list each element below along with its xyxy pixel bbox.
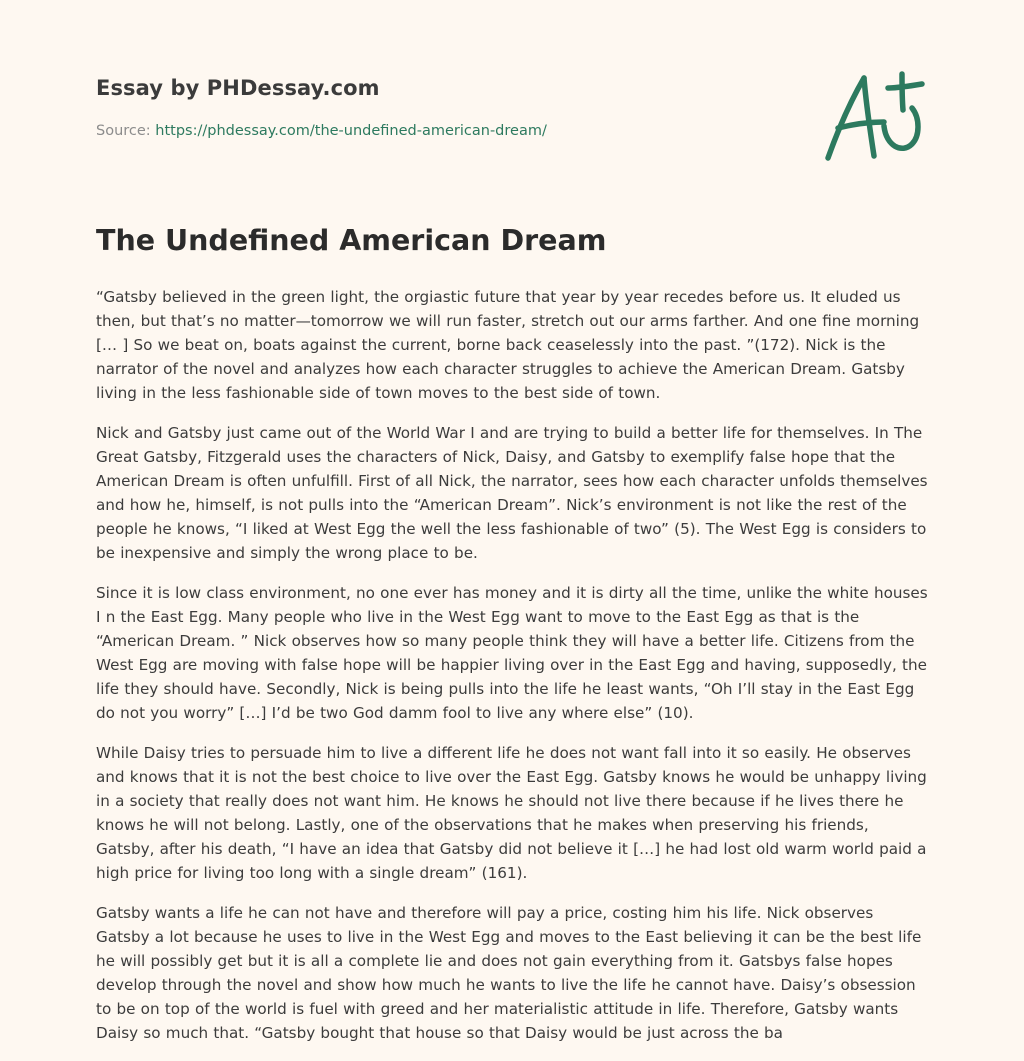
source-label: Source:	[96, 123, 156, 139]
essay-body	[96, 285, 932, 1061]
site-title: Essay by PHDessay.com	[96, 76, 380, 100]
essay-paragraph: Gatsby wants a life he can not have and therefore will pay a price, costing him his life. Nick observes Gatsby a lot because he uses to live in the West Egg and moves to the East believing it can be the best life he will possibly get but it is all a complete lie and does not gain everything from it. Gatsbys false hopes develop through the novel and show how much he wants to live the life he cannot have. Daisy’s obsession to be on top of the world is fuel with greed and her materialistic attitude in life. Therefore, Gatsby wants Daisy so much that. “Gatsby bought that house so that Daisy would be just across the ba	[96, 904, 922, 1042]
essay-title: The Undefined American Dream	[96, 224, 607, 257]
source-line	[96, 123, 547, 139]
essay-paragraph: While Daisy tries to persuade him to live a different life he does not want fall into it so easily. He observes and knows that it is not the best choice to live over the East Egg. Gatsby knows he would be unhappy living in a society that really does not want him. He knows he should not live there because if he lives there he knows he will not belong. Lastly, one of the observations that he makes when preserving his friends, Gatsby, after his death, “I have an idea that Gatsby did not believe it […] he had lost old warm world paid a high price for living too long with a single dream” (161).	[96, 744, 927, 882]
source-link[interactable]: https://phdessay.com/the-undefined-american-dream/	[155, 123, 547, 139]
a-plus-grade-icon	[824, 68, 928, 164]
essay-paragraph: “Gatsby believed in the green light, the orgiastic future that year by year recedes before us. It eluded us then, but that’s no matter—tomorrow we will run faster, stretch out our arms farther. And one fine morning [… ] So we beat on, boats against the current, borne back ceaselessly into the past. ”(172). Nick is the narrator of the novel and analyzes how each character struggles to achieve the American Dream. Gatsby living in the less fashionable side of town moves to the best side of town.	[96, 288, 920, 402]
essay-paragraph: Nick and Gatsby just came out of the World War I and are trying to build a better life for themselves. In The Great Gatsby, Fitzgerald uses the characters of Nick, Daisy, and Gatsby to exemplify false hope that the American Dream is often unfulfill. First of all Nick, the narrator, sees how each character unfolds themselves and how he, himself, is not pulls into the “American Dream”. Nick’s environment is not like the rest of the people he knows, “I liked at West Egg the well the less fashionable of two” (5). The West Egg is considers to be inexpensive and simply the wrong place to be.	[96, 424, 928, 562]
essay-paragraph: Since it is low class environment, no one ever has money and it is dirty all the time, unlike the white houses I n the East Egg. Many people who live in the West Egg want to move to the East Egg as that is the “American Dream. ” Nick observes how so many people think they will have a better life. Citizens from the West Egg are moving with false hope will be happier living over in the East Egg and having, supposedly, the life they should have. Secondly, Nick is being pulls into the life he least wants, “Oh I’ll stay in the East Egg do not you worry” […] I’d be two God damm fool to live any where else” (10).	[96, 584, 928, 722]
